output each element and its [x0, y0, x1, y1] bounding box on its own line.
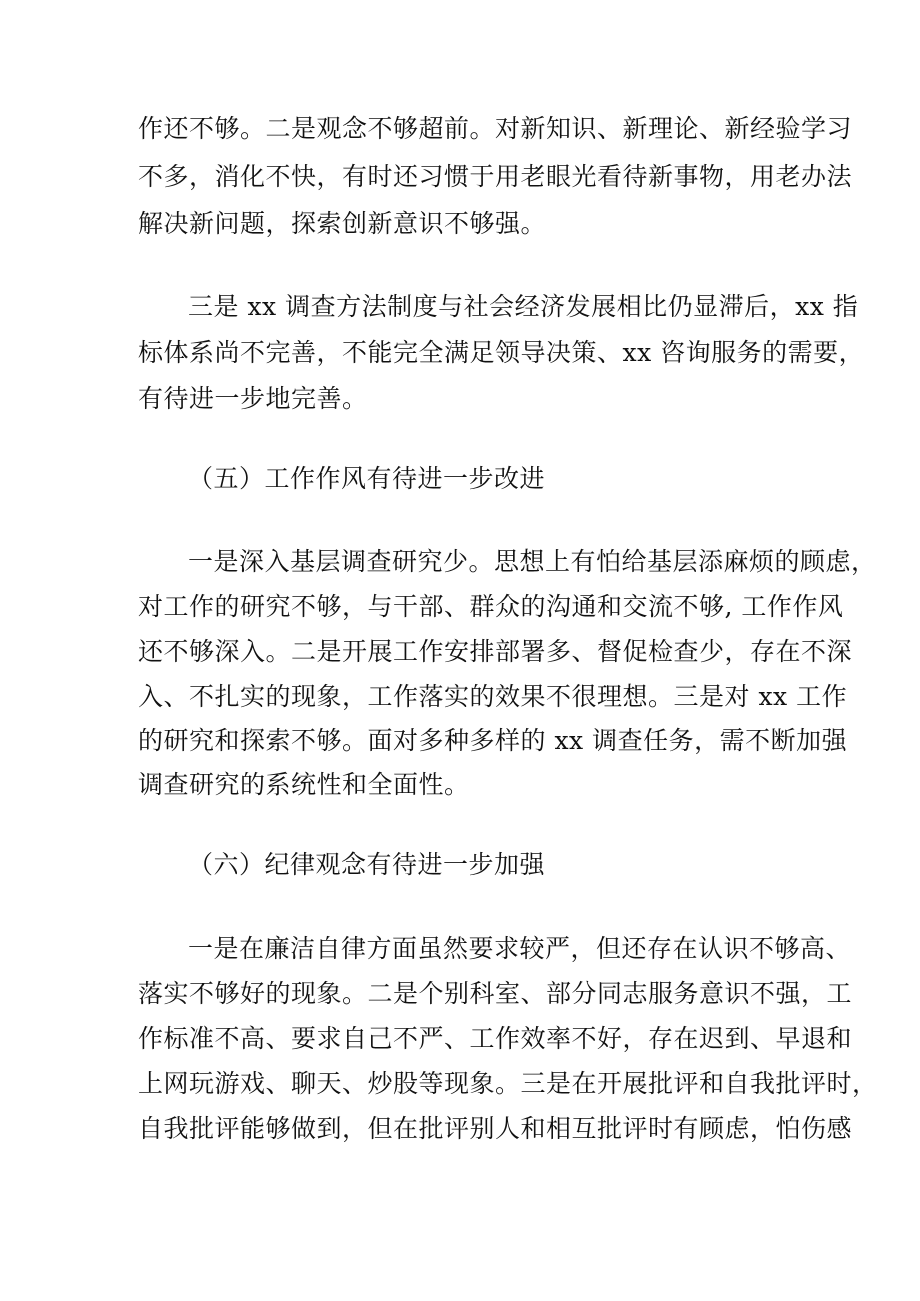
- paragraph-line: 落实不够好的现象。二是个别科室、部分同志服务意识不强，工: [138, 979, 853, 1008]
- paragraph-line: 三是 xx 调查方法制度与社会经济发展相比仍显滞后，xx 指: [188, 292, 859, 321]
- paragraph-line: 一是深入基层调查研究少。思想上有怕给基层添麻烦的顾虑，: [188, 547, 877, 576]
- paragraph-line: 作标准不高、要求自己不严、工作效率不好，存在迟到、早退和: [138, 1024, 853, 1053]
- paragraph-line: 标体系尚不完善，不能完全满足领导决策、xx 咨询服务的需要，: [138, 338, 865, 367]
- paragraph-line: 上网玩游戏、聊天、炒股等现象。三是在开展批评和自我批评时，: [138, 1069, 878, 1098]
- paragraph-line: 不多，消化不快，有时还习惯于用老眼光看待新事物，用老办法: [138, 162, 853, 191]
- paragraph-line: 有待进一步地完善。: [138, 384, 368, 413]
- paragraph-line: 调查研究的系统性和全面性。: [138, 770, 470, 799]
- paragraph-line: 的研究和探索不够。面对多种多样的 xx 调查任务，需不断加强: [138, 726, 848, 755]
- paragraph-line: 一是在廉洁自律方面虽然要求较严，但还存在认识不够高、: [188, 934, 852, 963]
- paragraph-line: 作还不够。二是观念不够超前。对新知识、新理论、新经验学习: [138, 114, 853, 143]
- section-heading: （六）纪律观念有待进一步加强: [188, 850, 546, 879]
- paragraph-line: 入、不扎实的现象，工作落实的效果不很理想。三是对 xx 工作: [138, 682, 848, 711]
- section-heading: （五）工作作风有待进一步改进: [188, 464, 546, 493]
- paragraph-line: 对工作的研究不够，与干部、群众的沟通和交流不够, 工作作风: [138, 592, 844, 621]
- paragraph-line: 还不够深入。二是开展工作安排部署多、督促检查少，存在不深: [138, 637, 853, 666]
- paragraph-line: 自我批评能够做到，但在批评别人和相互批评时有顾虑，怕伤感: [138, 1114, 853, 1143]
- paragraph-line: 解决新问题，探索创新意识不够强。: [138, 209, 547, 238]
